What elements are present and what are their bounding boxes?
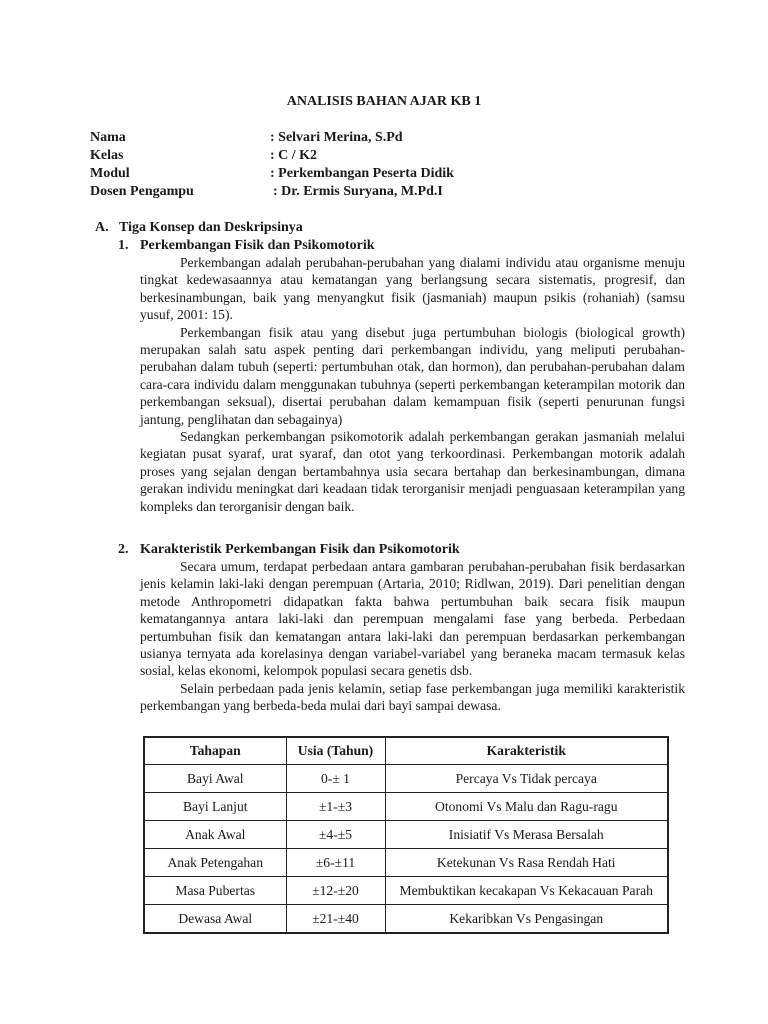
info-label: Modul bbox=[90, 166, 130, 181]
table-cell: Membuktikan kecakapan Vs Kekacauan Parah bbox=[385, 877, 668, 905]
table-row bbox=[144, 905, 668, 934]
subsection-title: Perkembangan Fisik dan Psikomotorik bbox=[140, 238, 375, 253]
table-row bbox=[144, 877, 668, 905]
info-label: Dosen Pengampu bbox=[90, 184, 194, 199]
column-header: Usia (Tahun) bbox=[286, 737, 385, 765]
info-label: Nama bbox=[90, 130, 126, 145]
table-cell: ±12-±20 bbox=[286, 877, 385, 905]
info-value: : C / K2 bbox=[270, 148, 318, 163]
table-cell: Bayi Awal bbox=[144, 765, 286, 793]
subsection-title: Karakteristik Perkembangan Fisik dan Psikomotorik bbox=[140, 542, 460, 557]
table-cell: Anak Awal bbox=[144, 821, 286, 849]
info-value: : Dr. Ermis Suryana, M.Pd.I bbox=[273, 184, 443, 199]
paragraph: Selain perbedaan pada jenis kelamin, setiap fase perkembangan juga memiliki karakteristik perkembangan yang berbeda-beda mulai dari bayi sampai dewasa. bbox=[140, 680, 685, 714]
table-cell: 0-± 1 bbox=[286, 765, 385, 793]
table-cell: Percaya Vs Tidak percaya bbox=[385, 765, 668, 793]
info-row-kelas bbox=[90, 147, 690, 165]
paragraph: Perkembangan fisik atau yang disebut juga pertumbuhan biologis (biological growth) merupakan salah satu aspek penting dari perkembangan individu, yang meliputi perubahan-perubahan dalam tubuh (seperti: pertumbuhan otak, dan hormon), dan perubahan-perubahan dalam cara-cara individu dalam menggunakan tubuhnya (seperti perkembangan keterampilan motorik dan perkembangan seksual), disertai perubahan dalam kemampuan fisik (seperti penurunan fungsi jantung, penglihatan dan sebagainya) bbox=[140, 324, 685, 427]
subsection-number: 2. bbox=[118, 542, 129, 557]
table-cell: Ketekunan Vs Rasa Rendah Hati bbox=[385, 849, 668, 877]
subsection-1-body bbox=[140, 254, 685, 515]
subsection-1-heading bbox=[118, 237, 375, 255]
table-cell: ±4-±5 bbox=[286, 821, 385, 849]
section-title: Tiga Konsep dan Deskripsinya bbox=[119, 220, 303, 235]
table-row bbox=[144, 765, 668, 793]
info-value: : Selvari Merina, S.Pd bbox=[270, 130, 403, 145]
paragraph: Secara umum, terdapat perbedaan antara gambaran perubahan-perubahan fisik berdasarkan jenis kelamin laki-laki dengan perempuan (Artaria, 2010; Ridlwan, 2019). Dari penelitian dengan metode Anthropometri didapatkan fakta bahwa pertumbuhan baik secara fisik maupun kematangannya antara laki-laki dan perempuan mengalami fase yang berbeda. Perbedaan pertumbuhan fisik dan kematangan antara laki-laki dan perempuan berdasarkan perkembangan usianya ternyata ada korelasinya dengan variabel-variabel yang beraneka macam termasuk kelas sosial, kelas ekonomi, kelompok populasi secara genetis dsb. bbox=[140, 559, 685, 679]
table-row bbox=[144, 793, 668, 821]
table-cell: ±21-±40 bbox=[286, 905, 385, 934]
info-row-modul bbox=[90, 165, 690, 183]
table-cell: Inisiatif Vs Merasa Bersalah bbox=[385, 821, 668, 849]
identity-block bbox=[90, 129, 690, 201]
column-header: Karakteristik bbox=[385, 737, 668, 765]
table-cell: ±1-±3 bbox=[286, 793, 385, 821]
paragraph: Perkembangan adalah perubahan-perubahan yang dialami individu atau organisme menuju tingkat kedewasaannya atau kematangan yang berlangsung secara sistematis, progresif, dan berkesinambungan, baik yang menyangkut fisik (jasmaniah) maupun psikis (rohaniah) (samsu yusuf, 2001: 15). bbox=[140, 255, 685, 323]
info-row-nama bbox=[90, 129, 690, 147]
document-title: ANALISIS BAHAN AJAR KB 1 bbox=[286, 94, 482, 109]
info-value: : Perkembangan Peserta Didik bbox=[270, 166, 454, 181]
table-cell: Masa Pubertas bbox=[144, 877, 286, 905]
info-label: Kelas bbox=[90, 148, 124, 163]
table-cell: ±6-±11 bbox=[286, 849, 385, 877]
table-cell: Otonomi Vs Malu dan Ragu-ragu bbox=[385, 793, 668, 821]
subsection-2-body bbox=[140, 558, 685, 715]
table-cell: Bayi Lanjut bbox=[144, 793, 286, 821]
table-cell: Dewasa Awal bbox=[144, 905, 286, 934]
section-number: A. bbox=[95, 220, 109, 235]
subsection-2-heading bbox=[118, 541, 460, 559]
section-a-heading bbox=[95, 219, 303, 237]
subsection-number: 1. bbox=[118, 238, 129, 253]
development-stages-table bbox=[143, 736, 669, 934]
paragraph: Sedangkan perkembangan psikomotorik adalah perkembangan gerakan jasmaniah melalui kegiatan pusat syaraf, urat syaraf, dan otot yang terkoordinasi. Perkembangan motorik adalah proses yang sejalan dengan bertambahnya usia secara bertahap dan berkesinambungan, dimana gerakan individu meningkat dari keadaan tidak terorganisir menjadi penguasaan keterampilan yang kompleks dan terorganisir dengan baik. bbox=[140, 429, 685, 514]
table-cell: Anak Petengahan bbox=[144, 849, 286, 877]
column-header: Tahapan bbox=[144, 737, 286, 765]
info-row-dosen bbox=[90, 183, 690, 201]
table-row bbox=[144, 849, 668, 877]
table-cell: Kekaribkan Vs Pengasingan bbox=[385, 905, 668, 934]
table-row bbox=[144, 821, 668, 849]
table-header-row bbox=[144, 737, 668, 765]
